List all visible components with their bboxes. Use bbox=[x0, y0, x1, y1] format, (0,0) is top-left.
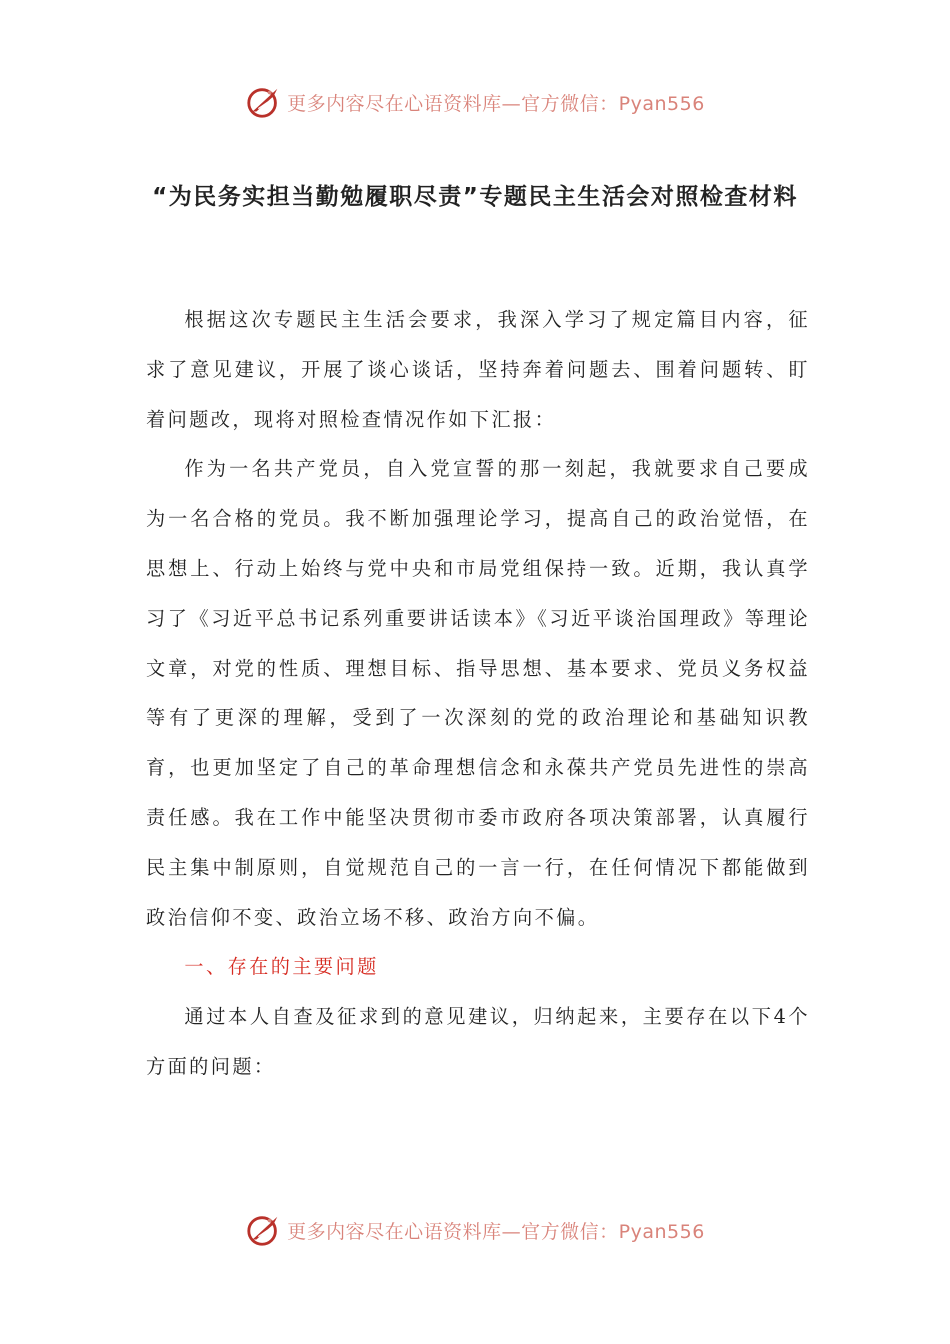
document-title: “为民务实担当勤勉履职尽责”专题民主生活会对照检查材料 bbox=[152, 184, 798, 210]
section-heading: 一、存在的主要问题 bbox=[184, 955, 379, 979]
paragraph-self-assessment: 作为一名共产党员，自入党宣誓的那一刻起，我就要求自己要成为一名合格的党员。我不断加强理论学习，提高自己的政治觉悟，在思想上、行动上始终与党中央和市局党组保持一致。近期，我认真学习了《习近平总书记系列重要讲话读本》《习近平谈治国理政》等理论文章，对党的性质、理想目标、指导思想、基本要求、党员义务权益等有了更深的理解，受到了一次深刻的党的政治理论和基础知识教育，也更加坚定了自己的革命理想信念和永葆共产党员先进性的崇高责任感。我在工作中能坚决贯彻市委市政府各项决策部署，认真履行民主集中制原则，自觉规范自己的一言一行，在任何情况下都能做到政治信仰不变、政治立场不移、政治方向不偏。 bbox=[146, 457, 810, 929]
document-body bbox=[146, 295, 810, 1092]
watermark-text: 更多内容尽在心语资料库—官方微信：Pyan556 bbox=[287, 92, 705, 115]
watermark-footer bbox=[0, 1210, 950, 1250]
paragraph-intro: 根据这次专题民主生活会要求，我深入学习了规定篇目内容，征求了意见建议，开展了谈心谈话，坚持奔着问题去、围着问题转、盯着问题改，现将对照检查情况作如下汇报： bbox=[146, 308, 810, 431]
quill-logo-icon bbox=[245, 83, 283, 121]
paragraph-issues-intro: 通过本人自查及征求到的意见建议，归纳起来，主要存在以下4个方面的问题： bbox=[146, 1005, 810, 1078]
quill-logo-icon bbox=[245, 1211, 283, 1249]
watermark-header bbox=[0, 82, 950, 122]
watermark-text: 更多内容尽在心语资料库—官方微信：Pyan556 bbox=[287, 1220, 705, 1243]
